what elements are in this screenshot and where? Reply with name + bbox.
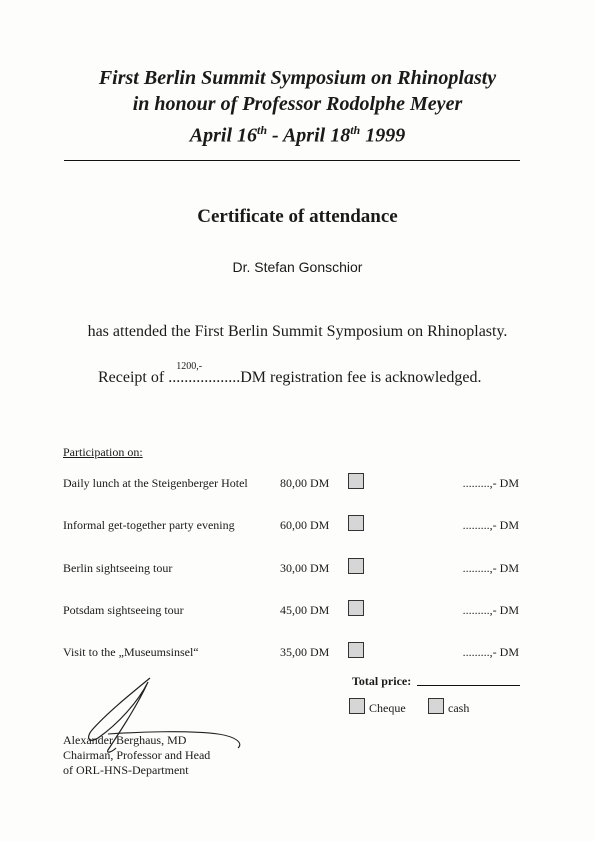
item-label: Daily lunch at the Steigenberger Hotel (63, 476, 248, 490)
item-amount: .........,- DM (462, 603, 519, 617)
item-amount: .........,- DM (462, 645, 519, 659)
item-checkbox[interactable] (348, 473, 364, 489)
participation-row (0, 515, 595, 535)
item-checkbox[interactable] (348, 558, 364, 574)
receipt-fee-value: 1200,- (176, 361, 203, 372)
certificate-heading: Certificate of attendance (197, 206, 398, 227)
item-amount: .........,- DM (462, 561, 519, 575)
total-price-field[interactable] (417, 685, 520, 686)
recipient-name: Dr. Stefan Gonschior (232, 259, 363, 275)
signatory-name: Alexander Berghaus, MD (63, 733, 187, 747)
participation-row (0, 558, 595, 578)
date-year: 1999 (360, 124, 406, 147)
cheque-checkbox[interactable] (349, 698, 365, 714)
total-price-label: Total price: (352, 674, 412, 688)
header-title-line2: in honour of Professor Rodolphe Meyer (132, 93, 463, 115)
signatory-department: of ORL-HNS-Department (63, 763, 189, 777)
signatory-title: Chairman, Professor and Head (63, 748, 211, 762)
receipt-statement (98, 361, 482, 387)
item-price: 60,00 DM (280, 518, 330, 532)
header-dates (0, 118, 595, 148)
date-start: April 16 (189, 124, 258, 147)
item-checkbox[interactable] (348, 642, 364, 658)
item-label: Potsdam sightseeing tour (63, 603, 184, 617)
receipt-dots: .................. (168, 369, 241, 386)
date-end: - April 18 (267, 124, 351, 147)
item-price: 30,00 DM (280, 561, 330, 575)
cash-checkbox[interactable] (428, 698, 444, 714)
date-end-suffix: th (350, 123, 361, 137)
receipt-suffix: DM registration fee is acknowledged. (240, 369, 482, 386)
cash-label: cash (448, 701, 470, 715)
receipt-prefix: Receipt of (98, 369, 169, 386)
item-checkbox[interactable] (348, 600, 364, 616)
attendance-statement: has attended the First Berlin Summit Symposium on Rhinoplasty. (87, 323, 508, 340)
item-amount: .........,- DM (462, 476, 519, 490)
participation-row (0, 642, 595, 662)
participation-row (0, 600, 595, 620)
item-label: Visit to the „Museumsinsel“ (63, 645, 199, 659)
item-amount: .........,- DM (462, 518, 519, 532)
item-price: 80,00 DM (280, 476, 330, 490)
item-label: Informal get-together party evening (63, 518, 235, 532)
header-divider (64, 160, 520, 161)
receipt-fee-field (168, 361, 241, 387)
participation-row (0, 473, 595, 493)
item-price: 45,00 DM (280, 603, 330, 617)
cheque-label: Cheque (369, 701, 406, 715)
date-start-suffix: th (257, 123, 268, 137)
participation-heading: Participation on: (63, 445, 143, 459)
header-title-line1: First Berlin Summit Symposium on Rhinoplasty (98, 67, 497, 89)
item-price: 35,00 DM (280, 645, 330, 659)
item-label: Berlin sightseeing tour (63, 561, 173, 575)
item-checkbox[interactable] (348, 515, 364, 531)
